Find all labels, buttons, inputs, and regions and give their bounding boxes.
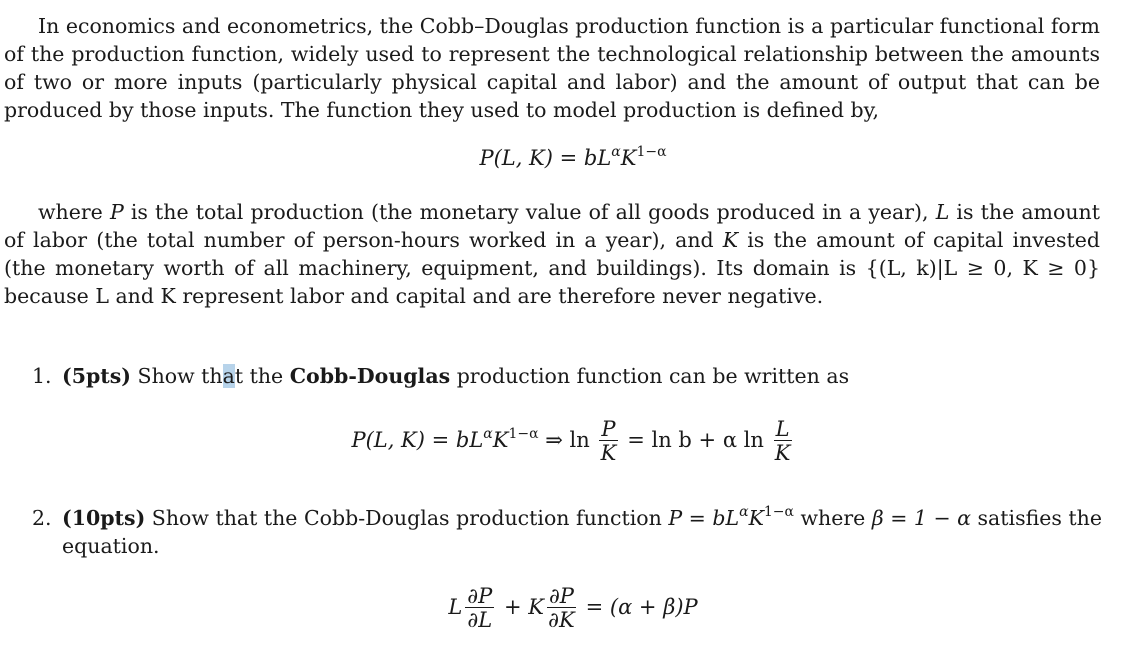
partial-derivative-equation (0, 585, 1146, 632)
q2-text-b: where (793, 506, 872, 530)
def-t1: where (38, 200, 110, 224)
def-t2: is the total production (the monetary value of all goods produced in a year), (123, 200, 936, 224)
q1-text-c: production function can be written as (450, 364, 850, 388)
question-2 (32, 504, 1102, 560)
q1-highlight: a (222, 364, 235, 388)
eq2-frac2-den: K (774, 441, 791, 465)
eq2-lhs: P(L, K) = bL (351, 428, 484, 452)
eq2-k: K (492, 428, 509, 452)
q2-exp-one-minus-alpha: 1−α (763, 504, 794, 520)
eq2-exp-alpha: α (483, 426, 493, 442)
eq3-fraction-dp-dk (547, 585, 576, 632)
eq3-fraction-dp-dl (465, 585, 494, 632)
q1-bold-name: Cobb-Douglas (289, 364, 451, 388)
eq2-frac2-num: L (775, 417, 790, 441)
eq3-frac2-num: ∂P (548, 584, 574, 608)
eq3-plus: + (497, 595, 529, 619)
q2-number: 2. (32, 506, 52, 530)
def-l: L (935, 200, 950, 224)
eq3-frac2-den: ∂K (548, 608, 575, 632)
eq3-k: K (528, 595, 544, 619)
eq2-implies: ⇒ ln (538, 428, 597, 452)
question-1 (32, 362, 1102, 390)
eq1-k: K (620, 146, 637, 170)
eq3-frac1-den: ∂L (467, 608, 493, 632)
q1-text-b: t the (234, 364, 290, 388)
eq3-rhs: = (α + β)P (578, 595, 698, 619)
eq2-exp-one-minus-alpha: 1−α (508, 426, 539, 442)
def-domain: {(L, k)|L ≥ 0, K ≥ 0} (865, 256, 1100, 280)
eq1-exp-alpha: α (611, 144, 621, 160)
def-t3: is the amount of labor (the total number of person-hours worked in a year), and (4, 200, 1100, 252)
q2-beta-def: β = 1 − α (871, 506, 972, 530)
q2-k: K (748, 506, 764, 530)
production-function-equation (0, 146, 1146, 170)
q1-number: 1. (32, 364, 52, 388)
q2-exp-alpha: α (739, 504, 749, 520)
def-p: P (109, 200, 124, 224)
q2-text-a: Show that the Cobb-Douglas production function (145, 506, 669, 530)
definition-paragraph (4, 198, 1100, 310)
def-t5: because L and K represent labor and capital and are therefore never negative. (4, 284, 824, 308)
q1-text-a: Show th (131, 364, 223, 388)
eq3-l: L (448, 595, 463, 619)
intro-paragraph: In economics and econometrics, the Cobb–Douglas production function is a particular functional form of the production function, widely used to represent the technological relationship between the amounts of two or more inputs (particularly physical capital and labor) and the amount of output that can be produced by those inputs. The function they used to model production is defined by, (4, 14, 1100, 122)
eq2-fraction-p-over-k (599, 418, 617, 465)
eq1-lhs: P(L, K) = bL (479, 146, 612, 170)
eq1-exp-one-minus-alpha: 1−α (636, 144, 667, 160)
q2-text-d: equation. (62, 534, 160, 558)
q2-text-c: satisfies the (971, 506, 1103, 530)
eq2-frac1-num: P (601, 417, 616, 441)
eq2-fraction-l-over-k (774, 418, 792, 465)
q1-points: (5pts) (62, 364, 132, 388)
eq3-frac1-num: ∂P (467, 584, 493, 608)
q2-formula: P = bL (668, 506, 740, 530)
q2-points: (10pts) (62, 506, 146, 530)
def-t4: is the amount of capital invested (the monetary worth of all machinery, equipment, and buildings). Its domain is (4, 228, 1100, 280)
log-form-equation (0, 418, 1146, 465)
eq2-middle: = ln b + α ln (620, 428, 771, 452)
eq2-frac1-den: K (600, 441, 617, 465)
def-k: K (722, 228, 739, 252)
